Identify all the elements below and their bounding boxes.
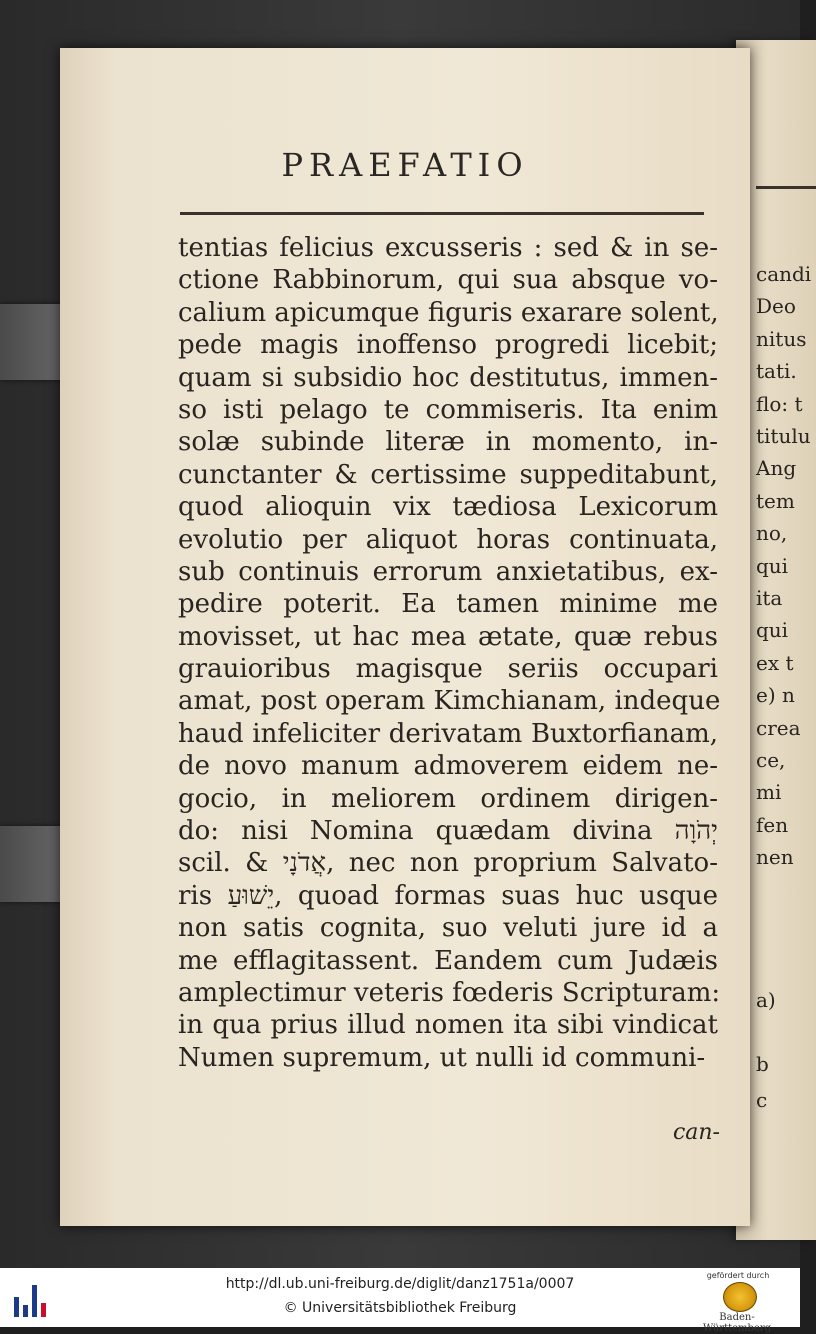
facing-page-line: ex t [756,650,794,675]
text-line: do: nisi Nomina quædam divina יְהֹוָה [178,816,718,847]
facing-page-line: qui [756,618,789,643]
text-line: amplectimur veteris fœderis Scripturam: [178,977,721,1008]
text-line: gocio, in meliorem ordinem dirigen- [178,783,718,814]
book-page [60,48,750,1226]
facing-page-line: fen [756,812,789,837]
text-line: so isti pelago te commiseris. Ita enim [178,394,718,425]
copyright-notice: © Universitätsbibliothek Freiburg [283,1300,517,1316]
text-line: evolutio per aliquot horas continuata, [178,524,718,555]
text-line: pede magis inoffenso progredi licebit; [178,330,718,361]
facing-page-line: candi [756,262,812,286]
text-line: quam si subsidio hoc destitutus, immen- [178,362,718,393]
text-line: ris יֵשׁוּעַ, quoad formas suas huc usque [178,880,718,911]
page-header: PRAEFATIO [281,146,529,184]
text-line: Numen supremum, ut nulli id communi- [178,1042,706,1073]
header-rule [180,212,704,215]
facing-page-line: nitus [756,326,807,351]
text-line: tentias felicius excusseris : sed & in se- [178,233,718,263]
text-line: ctione Rabbinorum, qui sua absque vo- [178,265,718,296]
text-line: amat, post operam Kimchianam, indeque [178,686,721,717]
facing-page-line: nen [756,845,794,870]
page-body [178,232,721,1074]
text-line: non satis cognita, suo veluti jure id a [178,913,718,944]
text-line: cunctanter & certissime suppeditabunt, [178,459,718,490]
facing-page-rule [756,186,816,189]
facing-page-line: tem [756,488,795,513]
facing-page-line: mi [756,780,782,805]
facing-page-line: e) n [756,683,795,708]
facing-page-line: ce, [756,748,786,772]
facing-page-line: Ang [756,456,797,481]
facing-page-fragment-a: a) [756,988,776,1012]
text-line: calium apicumque figuris exarare solent, [178,297,719,328]
facing-page-line: ita [756,586,783,610]
state-seal-icon [723,1282,757,1312]
sponsor-label: gefördert durch [706,1271,770,1280]
facing-page-line: Deo [756,294,796,319]
facing-page-line: crea [756,715,801,740]
text-line: sub continuis errorum anxietatibus, ex- [178,556,718,587]
text-line: scil. & אֲדֹנָי, nec non proprium Salvato- [178,848,718,879]
facing-page-line: flo: t [756,391,803,416]
text-line: de novo manum admoverem eidem ne- [178,751,718,782]
sponsor-name: Baden-Württemberg [702,1312,772,1334]
text-line: in qua prius illud nomen ita sibi vindicat [178,1010,718,1041]
text-line: solæ subinde literæ in momento, in- [178,427,718,458]
facing-page-fragment-b: b [756,1052,769,1076]
facing-page-line: titulu [756,424,811,448]
facing-page-fragment-c: c [756,1088,768,1112]
text-line: me efflagitassent. Eandem cum Judæis [178,945,718,976]
text-line: movisset, ut hac mea ætate, quæ rebus [178,621,718,652]
facing-page-line: qui [756,553,789,578]
facing-page-line: tati. [756,359,797,384]
viewer-footer [0,1268,800,1334]
facing-page-line: no, [756,521,788,546]
catchword: can- [672,1120,720,1145]
permalink-url[interactable]: http://dl.ub.uni-freiburg.de/diglit/danz1751a/0007 [225,1276,575,1292]
text-line: haud infeliciter derivatam Buxtorfianam, [178,718,718,749]
text-line: pedire poterit. Ea tamen minime me [178,589,718,620]
text-line: grauioribus magisque seriis occupari [178,654,718,685]
text-line: quod alioquin vix tædiosa Lexicorum [178,492,718,523]
